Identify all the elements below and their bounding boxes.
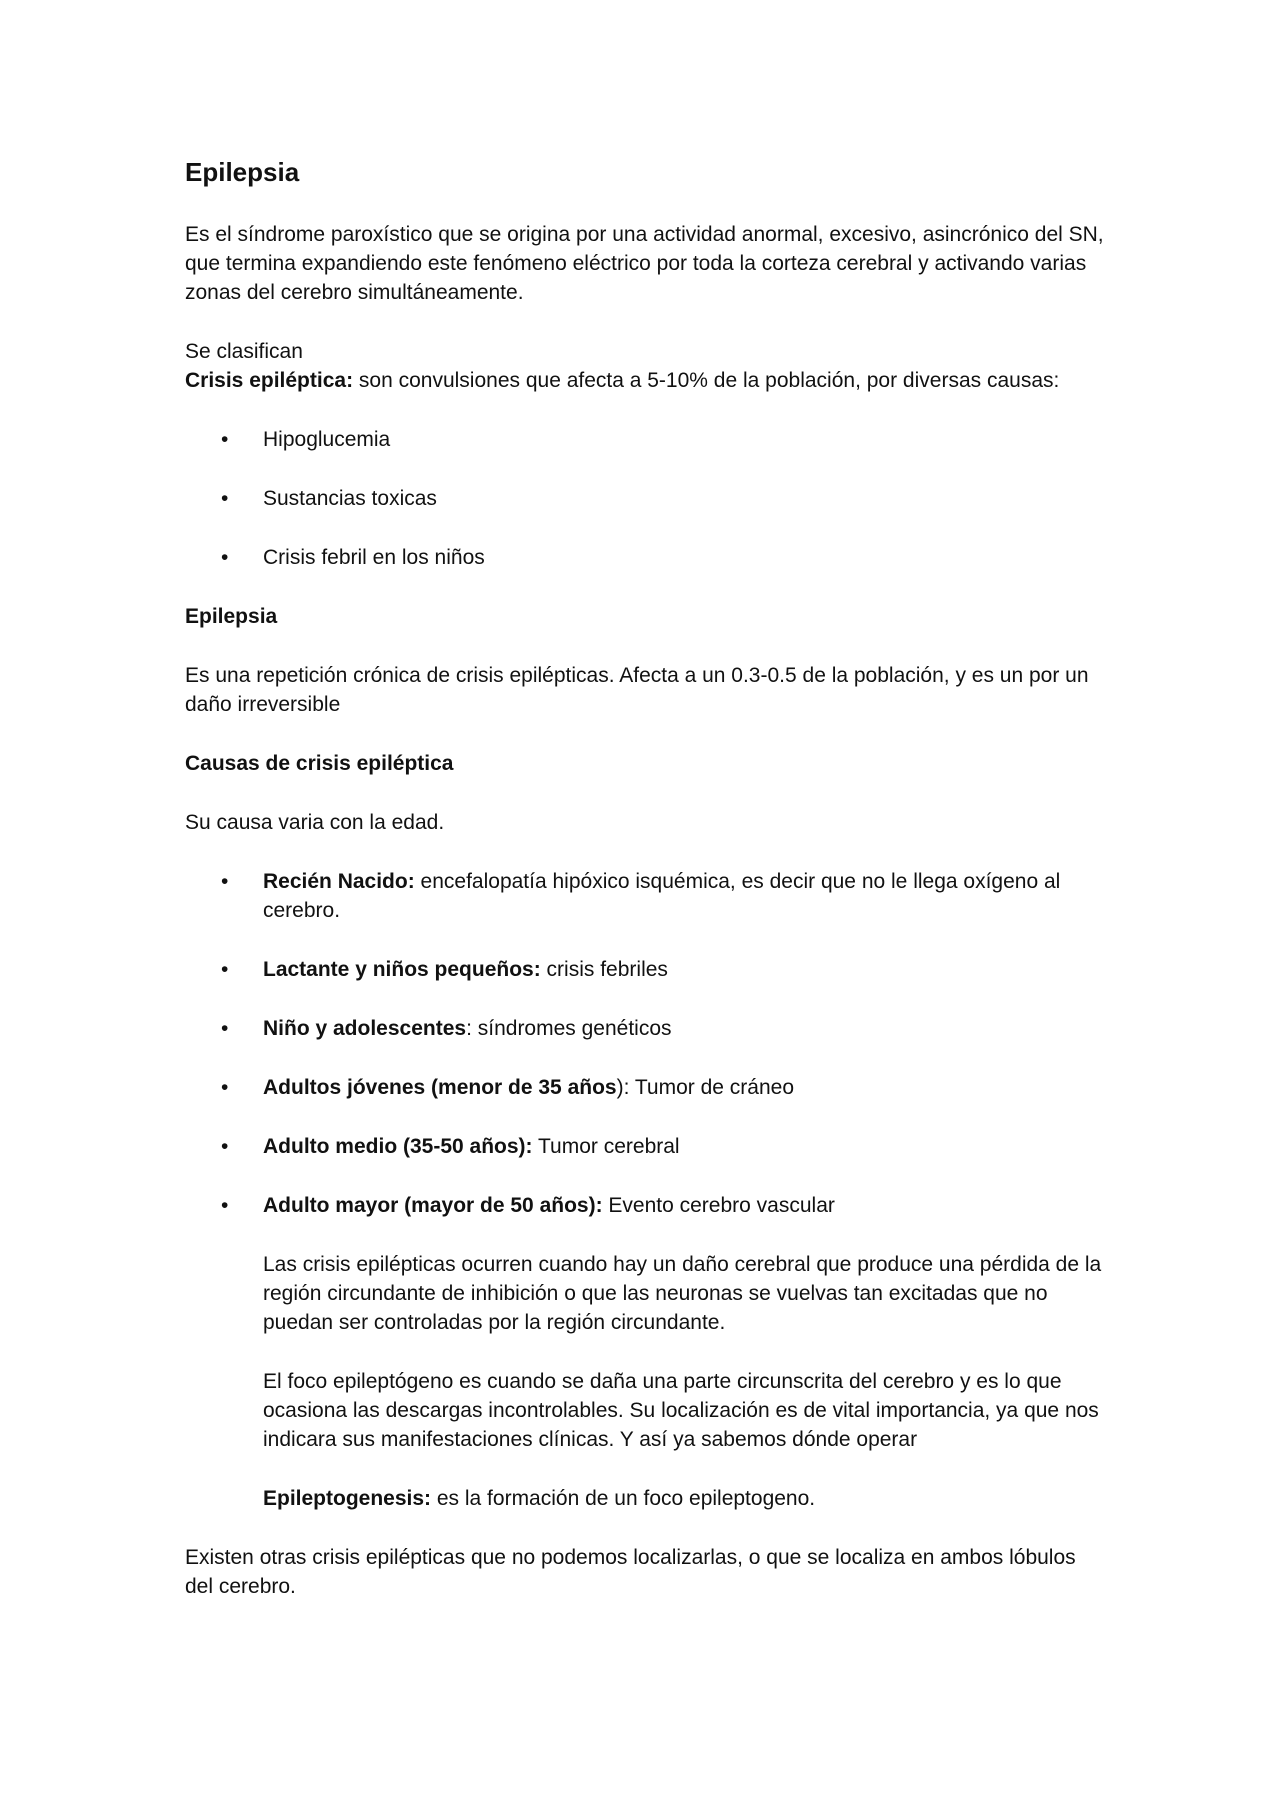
bullet-icon: •: [221, 428, 229, 451]
list-item: • Adulto mayor (mayor de 50 años): Evento cerebro vascular: [185, 1191, 1105, 1220]
list-item: • Crisis febril en los niños: [185, 543, 1105, 572]
indent-paragraph-1: Las crisis epilépticas ocurren cuando hay un daño cerebral que produce una pérdida de la región circundante de inhibición o que las neuronas se vuelvas tan excitadas que no puedan ser controladas por la región circundante.: [263, 1253, 1102, 1334]
page-title: Epilepsia: [185, 157, 300, 187]
bullet-icon: •: [221, 487, 229, 510]
crisis-term: Crisis epiléptica:: [185, 369, 354, 392]
list-item: • Hipoglucemia: [185, 425, 1105, 454]
causas-intro: Su causa varia con la edad.: [185, 811, 445, 834]
bullet-icon: •: [221, 1194, 229, 1217]
indent-paragraph-2: El foco epileptógeno es cuando se daña una parte circunscrita del cerebro y es lo que ocasiona las descargas incontrolables. Su localización es de vital importancia, ya que nos indicara sus manifestaciones clínicas. Y así ya sabemos dónde operar: [263, 1370, 1099, 1451]
list-item: • Adultos jóvenes (menor de 35 años): Tumor de cráneo: [185, 1073, 1105, 1102]
list-item: • Sustancias toxicas: [185, 484, 1105, 513]
bullet-icon: •: [221, 546, 229, 569]
epileptogenesis-term: Epileptogenesis:: [263, 1487, 432, 1510]
causas-heading: Causas de crisis epiléptica: [185, 752, 454, 775]
closing-paragraph: Existen otras crisis epilépticas que no podemos localizarlas, o que se localiza en ambos lóbulos del cerebro.: [185, 1546, 1076, 1598]
list-item: • Recién Nacido: encefalopatía hipóxico isquémica, es decir que no le llega oxígeno al cerebro.: [185, 867, 1105, 925]
epilepsia-heading: Epilepsia: [185, 605, 278, 628]
bullet-icon: •: [221, 1017, 229, 1040]
list-item: • Lactante y niños pequeños: crisis febriles: [185, 955, 1105, 984]
bullet-icon: •: [221, 1076, 229, 1099]
age-causes-list: [185, 867, 1105, 1220]
document-body: [185, 152, 1105, 1601]
classify-label: Se clasifican: [185, 340, 303, 363]
epileptogenesis-paragraph: [263, 1484, 1105, 1513]
bullet-icon: •: [221, 870, 229, 893]
intro-paragraph: Es el síndrome paroxístico que se origina por una actividad anormal, excesivo, asincrónico del SN, que termina expandiendo este fenómeno eléctrico por toda la corteza cerebral y activando varias zonas del cerebro simultáneamente.: [185, 223, 1104, 304]
causes-list: [185, 425, 1105, 572]
bullet-icon: •: [221, 958, 229, 981]
list-item: • Niño y adolescentes: síndromes genéticos: [185, 1014, 1105, 1043]
epileptogenesis-text: es la formación de un foco epileptogeno.: [431, 1487, 816, 1510]
bullet-icon: •: [221, 1135, 229, 1158]
indented-section: [185, 1250, 1105, 1513]
epilepsia-paragraph: Es una repetición crónica de crisis epilépticas. Afecta a un 0.3-0.5 de la población, y es un por un daño irreversible: [185, 664, 1089, 716]
list-item: • Adulto medio (35-50 años): Tumor cerebral: [185, 1132, 1105, 1161]
crisis-text: son convulsiones que afecta a 5-10% de la población, por diversas causas:: [353, 369, 1060, 392]
crisis-definition: [185, 366, 1105, 395]
